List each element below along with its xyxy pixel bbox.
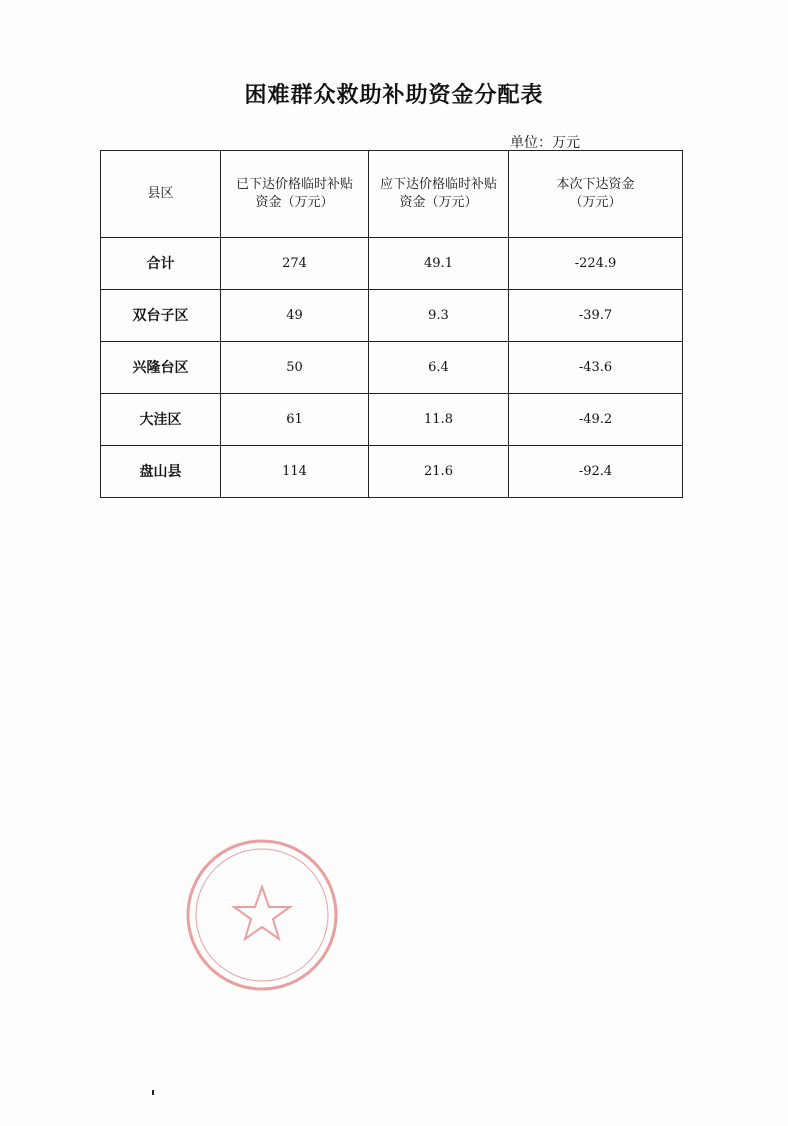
official-seal-stamp [182, 835, 342, 995]
cell-issued: 274 [221, 238, 369, 290]
table-row [101, 394, 683, 446]
cell-due: 6.4 [369, 342, 509, 394]
cell-county: 双台子区 [101, 290, 221, 342]
table-row [101, 446, 683, 498]
seal-star-icon [234, 887, 290, 939]
seal-inner-ring [196, 849, 328, 981]
cell-current: -39.7 [509, 290, 683, 342]
cell-current: -92.4 [509, 446, 683, 498]
seal-outer-ring [188, 841, 336, 989]
cell-county: 大洼区 [101, 394, 221, 446]
cell-current: -43.6 [509, 342, 683, 394]
header-issued-subsidy-line-2: 资金（万元） [255, 195, 334, 210]
header-current-funds-line-2: （万元） [569, 195, 622, 210]
table-header-row [101, 151, 683, 238]
header-due-subsidy-line-1: 应下达价格临时补贴 [379, 177, 497, 192]
allocation-table [100, 150, 683, 498]
header-current-funds [509, 151, 683, 238]
table-row [101, 342, 683, 394]
cell-due: 9.3 [369, 290, 509, 342]
cell-due: 11.8 [369, 394, 509, 446]
cell-due: 21.6 [369, 446, 509, 498]
table-row [101, 238, 683, 290]
document-title: 困难群众救助补助资金分配表 [244, 82, 544, 108]
cell-county: 合计 [101, 238, 221, 290]
header-due-subsidy [369, 151, 509, 238]
cell-issued: 114 [221, 446, 369, 498]
scan-speck [152, 1090, 154, 1095]
cell-county: 盘山县 [101, 446, 221, 498]
header-issued-subsidy-line-1: 已下达价格临时补贴 [235, 177, 353, 192]
header-issued-subsidy [221, 151, 369, 238]
cell-due: 49.1 [369, 238, 509, 290]
cell-current: -49.2 [509, 394, 683, 446]
header-current-funds-line-1: 本次下达资金 [556, 177, 635, 192]
header-due-subsidy-line-2: 资金（万元） [399, 195, 478, 210]
cell-issued: 49 [221, 290, 369, 342]
header-county [101, 151, 221, 238]
unit-label: 单位：万元 [510, 135, 580, 151]
cell-issued: 61 [221, 394, 369, 446]
cell-current: -224.9 [509, 238, 683, 290]
cell-county: 兴隆台区 [101, 342, 221, 394]
cell-issued: 50 [221, 342, 369, 394]
table-row [101, 290, 683, 342]
header-county-line-1: 县区 [147, 186, 174, 201]
